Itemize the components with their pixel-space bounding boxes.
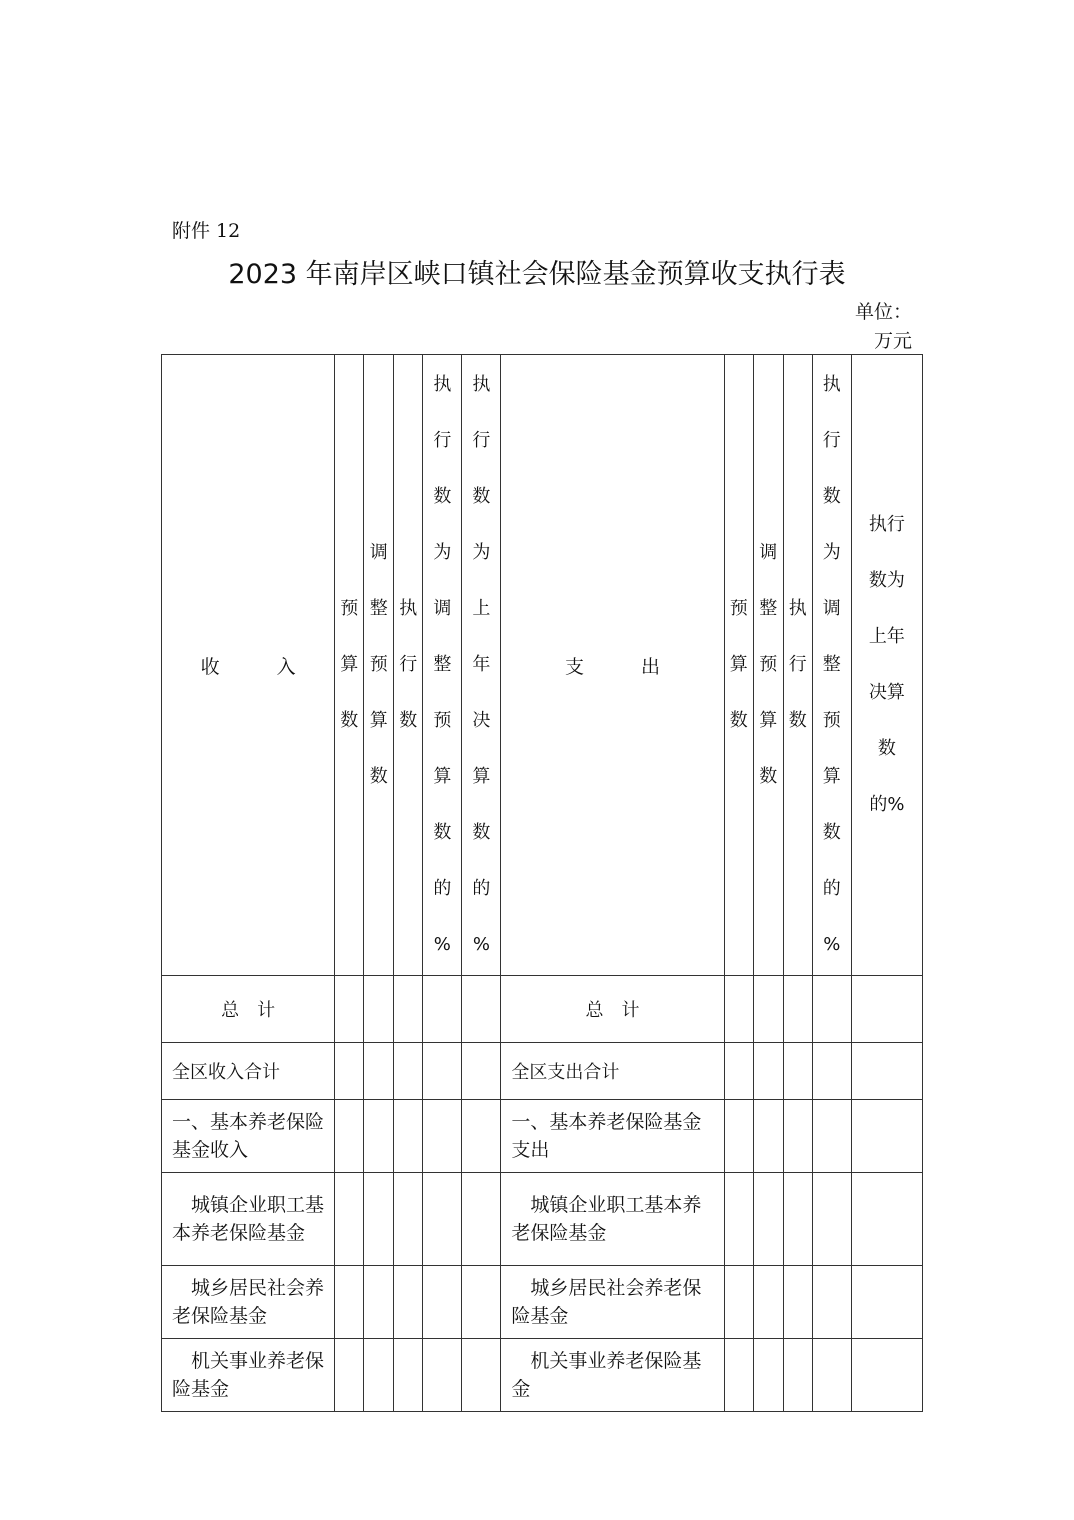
table-row <box>162 1173 923 1266</box>
header-glyph: 数 <box>729 710 748 731</box>
header-glyph: 调 <box>433 598 452 619</box>
unit-label <box>852 298 912 356</box>
header-glyph: 算 <box>340 654 359 675</box>
header-glyph: 数 <box>822 822 841 843</box>
header-row <box>162 355 923 976</box>
expense-item: 机关事业养老保险基金 <box>501 1339 724 1412</box>
header-glyph: 为 <box>433 542 452 563</box>
unit-line-2: 万元 <box>873 330 912 352</box>
table-row <box>162 1339 923 1412</box>
income-item: 城镇企业职工基本养老保险基金 <box>162 1173 335 1266</box>
header-glyph: 数 <box>340 710 359 731</box>
header-glyph: 数 <box>877 738 896 759</box>
unit-line-1: 单位： <box>854 301 912 323</box>
attachment-label: 附件 12 <box>172 220 241 242</box>
header-glyph: 的 <box>433 878 452 899</box>
header-glyph: 算 <box>729 654 748 675</box>
header-glyph: 数 <box>369 766 388 787</box>
expense-adjusted-header <box>753 355 783 976</box>
header-glyph: 执行 <box>868 514 905 535</box>
expense-sum-label: 全区支出合计 <box>501 1043 724 1100</box>
header-glyph: 数 <box>788 710 807 731</box>
header-glyph: 行 <box>788 654 807 675</box>
header-glyph: 整 <box>759 598 778 619</box>
header-glyph: 执 <box>788 598 807 619</box>
expense-item: 一、基本养老保险基金支出 <box>501 1100 724 1173</box>
header-glyph: 的 <box>822 878 841 899</box>
header-glyph: 上年 <box>868 626 905 647</box>
table-row <box>162 1266 923 1339</box>
income-total-label: 总 计 <box>162 976 335 1043</box>
header-glyph: 执 <box>433 374 452 395</box>
header-glyph: 的 <box>472 878 491 899</box>
expense-total-label: 总 计 <box>501 976 724 1043</box>
header-glyph: 调 <box>759 542 778 563</box>
header-glyph: 执 <box>472 374 491 395</box>
header-glyph: 数 <box>822 486 841 507</box>
income-header: 收 入 <box>162 355 335 976</box>
header-glyph: % <box>823 934 841 955</box>
header-glyph: 行 <box>433 430 452 451</box>
header-glyph: 调 <box>822 598 841 619</box>
header-glyph: 上 <box>472 598 491 619</box>
header-glyph: 整 <box>369 598 388 619</box>
header-glyph: 预 <box>822 710 841 731</box>
header-glyph: 调 <box>369 542 388 563</box>
header-glyph: 数 <box>399 710 418 731</box>
header-glyph: 整 <box>433 654 452 675</box>
expense-pct-adjusted-header <box>812 355 851 976</box>
header-glyph: 数 <box>759 766 778 787</box>
header-glyph: 执 <box>822 374 841 395</box>
sum-row <box>162 1043 923 1100</box>
header-glyph: 预 <box>729 598 748 619</box>
expense-item: 城乡居民社会养老保险基金 <box>501 1266 724 1339</box>
income-executed-header <box>394 355 423 976</box>
header-glyph: 算 <box>472 766 491 787</box>
header-glyph: 的% <box>869 794 905 815</box>
income-item: 机关事业养老保险基金 <box>162 1339 335 1412</box>
header-glyph: 整 <box>822 654 841 675</box>
header-glyph: 预 <box>340 598 359 619</box>
header-glyph: 为 <box>822 542 841 563</box>
header-glyph: 数 <box>433 486 452 507</box>
header-glyph: 预 <box>369 654 388 675</box>
header-glyph: 算 <box>759 710 778 731</box>
income-adjusted-header <box>364 355 394 976</box>
expense-budget-header <box>724 355 753 976</box>
income-sum-label: 全区收入合计 <box>162 1043 335 1100</box>
income-pct-adjusted-header <box>423 355 462 976</box>
header-glyph: 年 <box>472 654 491 675</box>
income-item: 一、基本养老保险基金收入 <box>162 1100 335 1173</box>
header-glyph: 为 <box>472 542 491 563</box>
page-title: 2023 年南岸区峡口镇社会保险基金预算收支执行表 <box>228 259 846 290</box>
header-glyph: 预 <box>759 654 778 675</box>
income-item: 城乡居民社会养老保险基金 <box>162 1266 335 1339</box>
header-glyph: 预 <box>433 710 452 731</box>
total-row <box>162 976 923 1043</box>
expense-item: 城镇企业职工基本养老保险基金 <box>501 1173 724 1266</box>
table-row <box>162 1100 923 1173</box>
header-glyph: 数为 <box>868 570 905 591</box>
header-glyph: % <box>433 934 451 955</box>
header-glyph: 行 <box>399 654 418 675</box>
income-budget-header <box>335 355 364 976</box>
expense-pct-lastyear-header <box>851 355 922 976</box>
header-glyph: 数 <box>472 486 491 507</box>
header-glyph: 数 <box>433 822 452 843</box>
expense-header: 支 出 <box>501 355 724 976</box>
expense-executed-header <box>783 355 812 976</box>
header-glyph: 数 <box>472 822 491 843</box>
header-glyph: % <box>472 934 490 955</box>
header-glyph: 行 <box>472 430 491 451</box>
header-glyph: 算 <box>822 766 841 787</box>
header-glyph: 执 <box>399 598 418 619</box>
income-pct-lastyear-header <box>462 355 501 976</box>
header-glyph: 算 <box>369 710 388 731</box>
header-glyph: 决 <box>472 710 491 731</box>
header-glyph: 决算 <box>868 682 905 703</box>
header-glyph: 行 <box>822 430 841 451</box>
header-glyph: 算 <box>433 766 452 787</box>
budget-table <box>161 354 923 1412</box>
